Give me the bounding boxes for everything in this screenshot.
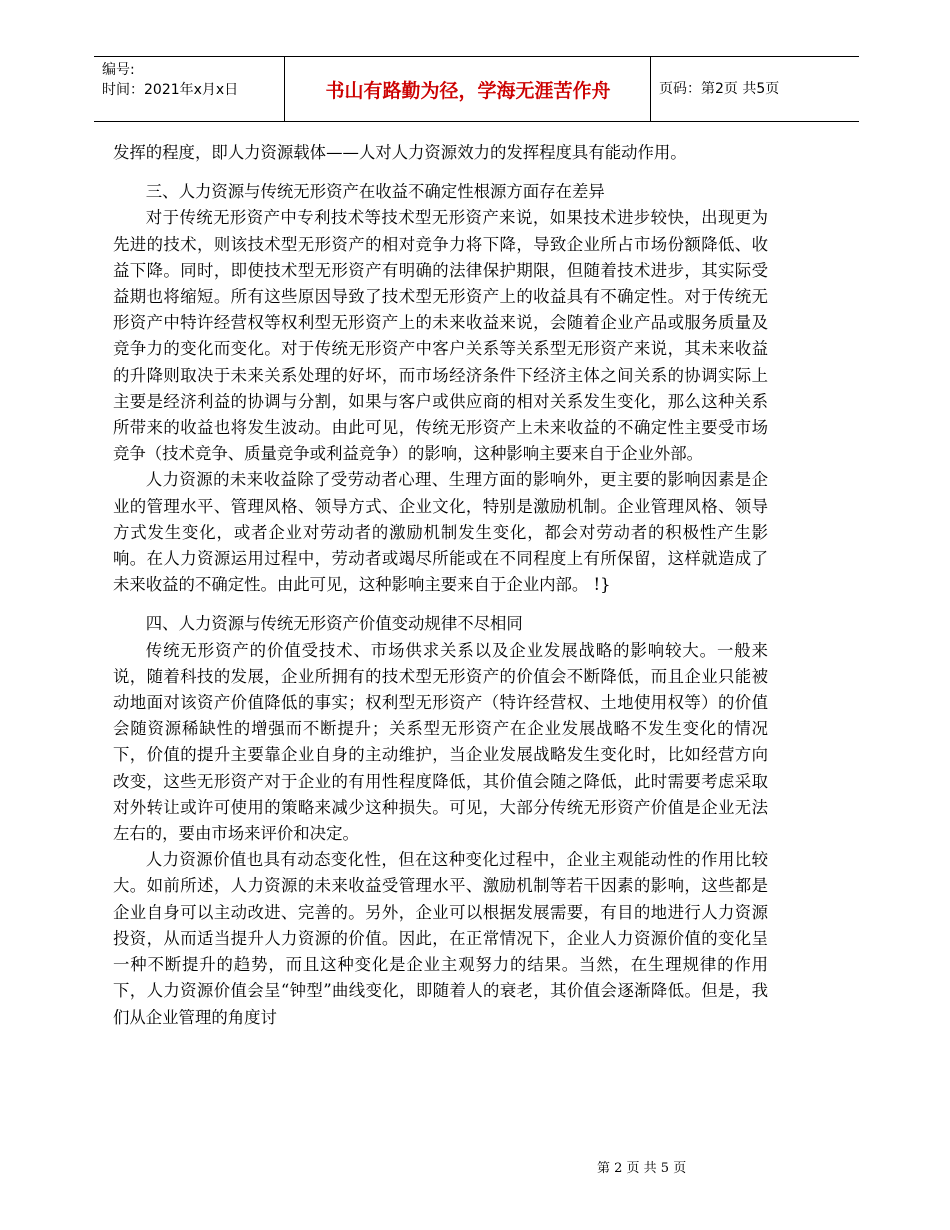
paragraph: 人力资源的未来收益除了受劳动者心理、生理方面的影响外，更主要的影响因素是企业的管理水平、管理风格、领导方式、企业文化，特别是激励机制。企业管理风格、领导方式发生变化，或者企业对劳动者的激励机制发生变化，都会对劳动者的积极性产生影响。在人力资源运用过程中，劳动者或竭尽所能或在不同程度上有所保留，这样就造成了未来收益的不确定性。由此可见，这种影响主要来自于企业内部。 !}: [113, 470, 768, 595]
page-footer: 第 2 页 共 5 页: [597, 1161, 687, 1176]
section-heading-4: 四、人力资源与传统无形资产价值变动规律不尽相同: [145, 614, 523, 634]
paragraph-continuation: 发挥的程度，即人力资源载体——人对人力资源效力的发挥程度具有能动作用。: [113, 143, 687, 162]
section-heading-3: 三、人力资源与传统无形资产在收益不确定性根源方面存在差异: [145, 182, 605, 202]
header-bottom-rule: [94, 121, 859, 122]
header-meta: [102, 60, 238, 100]
page-header: [94, 56, 859, 122]
header-divider-left: [284, 56, 285, 122]
header-top-rule: [94, 56, 859, 57]
document-number-label: 编号:: [102, 62, 135, 78]
header-page-number: 页码：第2页 共5页: [659, 81, 780, 97]
paragraph: 传统无形资产的价值受技术、市场供求关系以及企业发展战略的影响较大。一般来说，随着科技的发展，企业所拥有的技术型无形资产的价值会不断降低，而且企业只能被动地面对该资产价值降低的事实；权利型无形资产（特许经营权、土地使用权等）的价值会随资源稀缺性的增强而不断提升；关系型无形资产在企业发展战略不发生变化的情况下，价值的提升主要靠企业自身的主动维护，当企业发展战略发生变化时，比如经营方向改变，这些无形资产对于企业的有用性程度降低，其价值会随之降低，此时需要考虑采取对外转让或许可使用的策略来减少这种损失。可见，大部分传统无形资产价值是企业无法左右的，要由市场来评价和决定。: [113, 640, 768, 844]
document-body: [113, 140, 768, 1031]
header-divider-right: [650, 56, 651, 122]
paragraph: 对于传统无形资产中专利技术等技术型无形资产来说，如果技术进步较快，出现更为先进的技术，则该技术型无形资产的相对竞争力将下降，导致企业所占市场份额降低、收益下降。同时，即使技术型无形资产有明确的法律保护期限，但随着技术进步，其实际受益期也将缩短。所有这些原因导致了技术型无形资产上的收益具有不确定性。对于传统无形资产中特许经营权等权利型无形资产上的未来收益来说，会随着企业产品或服务质量及竞争力的变化而变化。对于传统无形资产中客户关系等关系型无形资产来说，其未来收益的升降则取决于未来关系处理的好坏，而市场经济条件下经济主体之间关系的协调实际上主要是经济利益的协调与分割，如果与客户或供应商的相对关系发生变化，那么这种关系所带来的收益也将发生波动。由此可见，传统无形资产上未来收益的不确定性主要受市场竞争（技术竞争、质量竞争或利益竞争）的影响，这种影响主要来自于企业外部。: [113, 208, 768, 464]
paragraph: 人力资源价值也具有动态变化性，但在这种变化过程中，企业主观能动性的作用比较大。如前所述，人力资源的未来收益受管理水平、激励机制等若干因素的影响，这些都是企业自身可以主动改进、完善的。另外，企业可以根据发展需要，有目的地进行人力资源投资，从而适当提升人力资源的价值。因此，在正常情况下，企业人力资源价值的变化呈一种不断提升的趋势，而且这种变化是企业主观努力的结果。当然，在生理规律的作用下，人力资源价值会呈“钟型”曲线变化，即随着人的衰老，其价值会逐渐降低。但是，我们从企业管理的角度讨: [113, 850, 768, 1027]
document-time-label: 时间：2021年x月x日: [102, 82, 239, 98]
header-motto: 书山有路勤为径，学海无涯苦作舟: [325, 80, 611, 102]
